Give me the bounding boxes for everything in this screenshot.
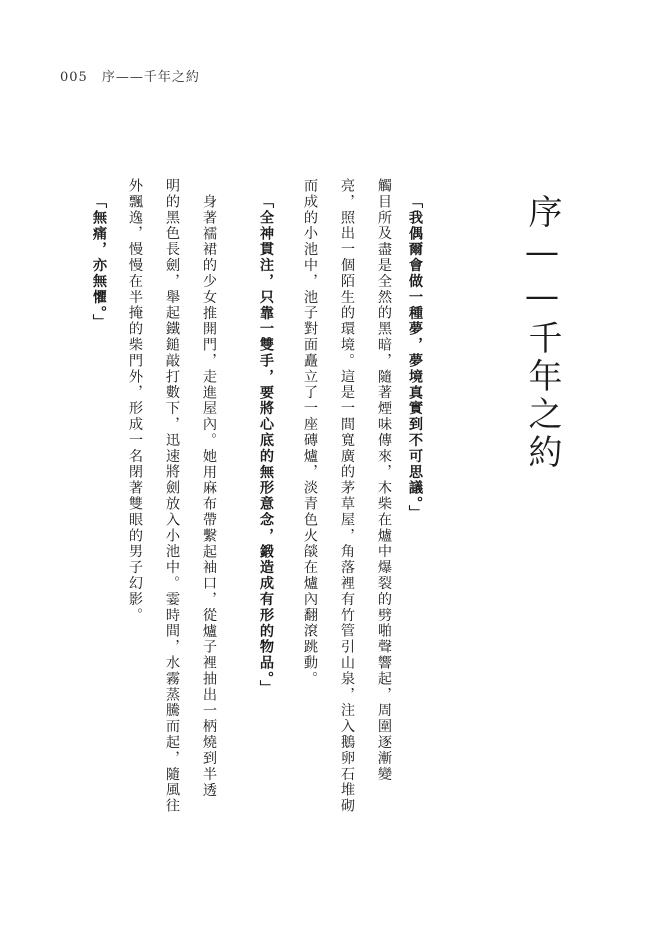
quote-dream: 「我偶爾會做一種夢，夢境真實到不可思議。」 [407,194,423,521]
paragraph-line: 明的黑色長劍，舉起鐵鎚敲打數下，迅速將劍放入小池中。霎時間，水霧蒸騰而起，隨風往 [164,178,180,814]
paragraph-line: 而成的小池中，池子對面矗立了一座磚爐，淡青色火燄在爐內翻滾跳動。 [302,178,318,687]
paragraph-line: 觸目所及盡是全然的黑暗，隨著煙味傳來，木柴在爐中爆裂的劈啪聲響起，周圍逐漸變 [376,178,392,783]
chapter-title: 序——千年之約 [522,194,562,472]
paragraph-line: 亮，照出一個陌生的環境。這是一間寬廣的茅草屋，角落裡有竹管引山泉，注入鵝卵石堆砌 [339,178,355,814]
page-number: 005 [60,70,88,85]
quote-no-fear: 「無痛，亦無懼。」 [91,194,107,330]
quote-focus: 「全神貫注，只靠一雙手，要將心底的無形意念，鍛造成有形的物品。」 [258,194,274,696]
running-header [60,66,214,85]
paragraph-line: 身著襦裙的少女推開門，走進屋內。她用麻布帶繫起袖口，從爐子裡抽出一柄燒到半透 [201,194,217,799]
paragraph-line: 外飄逸，慢慢在半掩的柴門外，形成一名閉著雙眼的男子幻影。 [127,178,143,624]
running-title: 序——千年之約 [101,70,200,85]
